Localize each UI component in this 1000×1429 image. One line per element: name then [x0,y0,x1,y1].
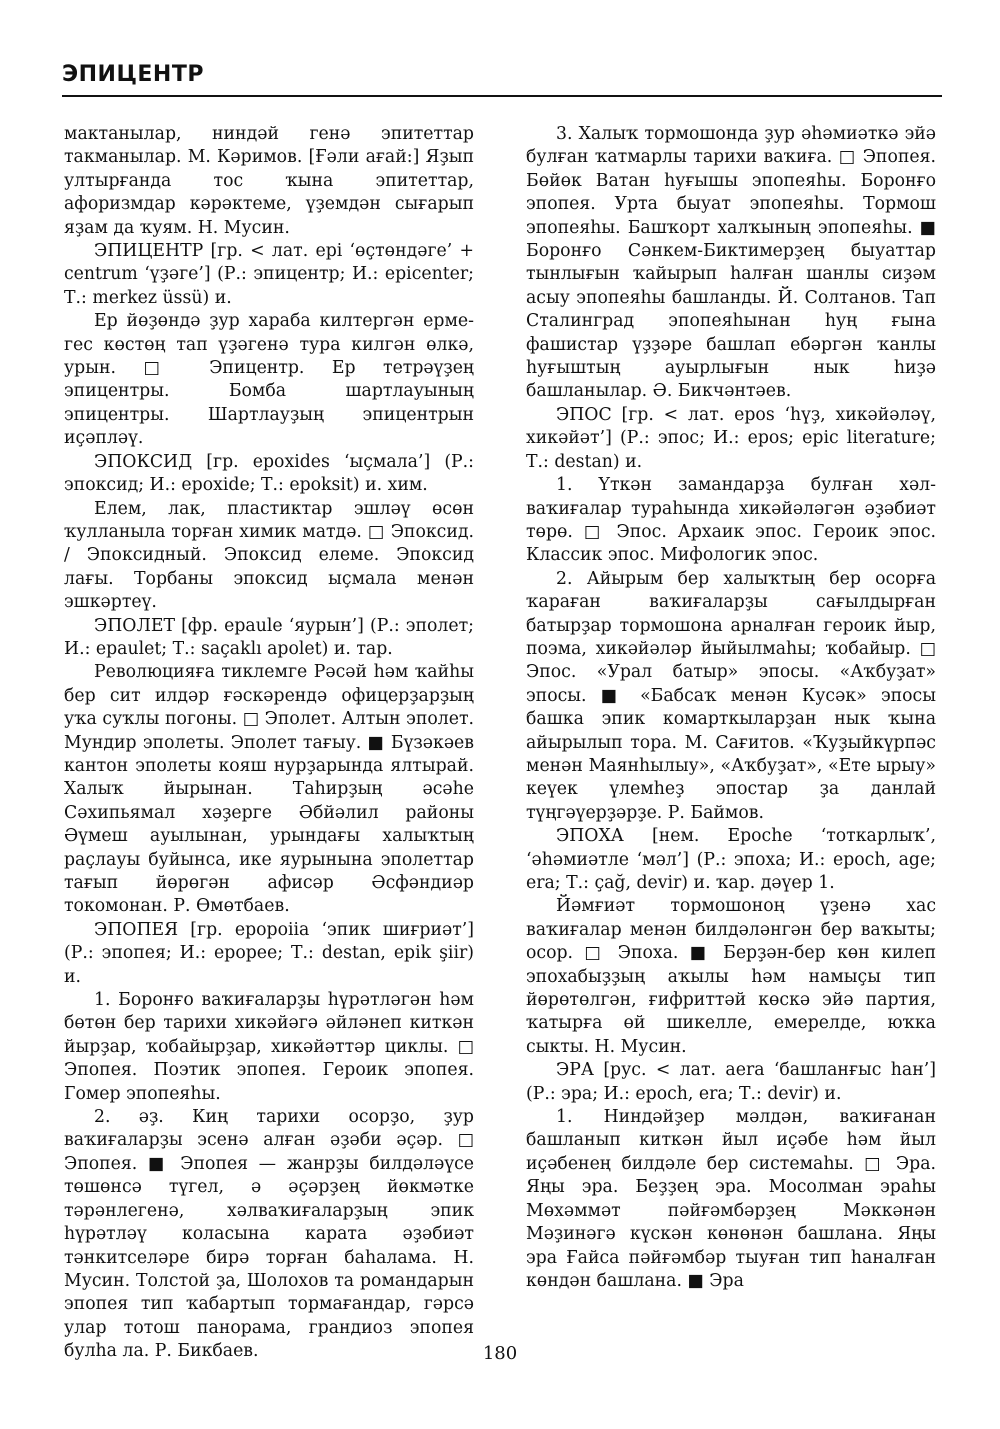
paragraph: Ер йөҙөндә ҙур хараба килтергән ермегес көстөң тап үҙәгенә тура килгән өлкә, урын. □ Эпицентр. Ер тетрәүҙең эпицентры. Бомба шартлауының эпицентры. Шартлауҙың эпицентрын иҫәпләү. [64,311,474,449]
paragraph: мактанылар, ниндәй генә эпитеттар такманылар. М. Кәримов. [Ғәли ағай:] Яҙып ултырғанда тос ҡына эпитеттар, афоризмдар кәрәктеме, үҙемдән сығарып яҙам да ҡуям. Н. Мусин. [64,124,474,238]
paragraph: Йәмғиәт тормошоноң үҙенә хас ваҡиғалар менән билдәләнгән бер ваҡыты; осор. □ Эпоха. ■ Берҙән-бер көн килеп эпохабыҙҙың аҡылы һәм намыҫы тип йөрөтөлгән, ғифриттәй көскә эйә партия, ҡатырға өй шикелле, емерелде, юҡка сыкты. Н. Мусин. [526,896,936,1057]
running-head: ЭПИЦЕНТР [62,62,204,87]
entry-epos: ЭПОС [гр. < лат. epos ‘һүҙ, хикәйәләү, хикәйәт’] (Р.: эпос; И.: epos; epic literature; Т.: destan) и. [526,404,936,472]
paragraph: Революцияға тиклемге Рәсәй һәм ҡайһы бер сит илдәр ғәскәрендә офицерҙарҙың уҡа суҡлы погоны. □ Эполет. Алтын эполет. Мундир эполеты. Эполет тағыу. ■ Бүзәкәев кантон эполеты кояш нурҙарында ялтырай. Халыҡ йырынан. Таһирҙың әсәһе Сәхипьямал хәҙерге Әбйәлил районы Әүмеш ауылынан, урындағы халыҡтың раҫлауы буйынса, ике яурынына эполеттар тағып йөрөгән афисәр Әсфәндиәр токомонан. Р. Өмөтбаев. [64,662,474,917]
entry-era: ЭРА [рус. < лат. aera ‘башланғыс һан’] (Р.: эра; И.: epoch, era; Т.: devir) и. [526,1060,936,1104]
paragraph: 1. Ниндәйҙер мәлдән, ваҡиғанан башланып киткән йыл иҫәбе һәм йыл иҫәбенең билдәле бер системаһы. □ Эра. Яңы эра. Беҙҙең эра. Мосолман эраһы Мөхәммәт пәйғәмбәрҙең Мәккәнән Мәҙинәгә күскән көнөнән башлана. Яңы эра Ғайса пәйғәмбәр тыуған тип һаналған көндән башлана. ■ Эра [526,1107,936,1291]
paragraph: 1. Үткән замандарҙа булған хәл-ваҡиғалар тураһында хикәйәләгән әҙәбиәт төрө. □ Эпос. Архаик эпос. Героик эпос. Классик эпос. Мифологик эпос. [526,475,936,566]
paragraph: 1. Боронғо ваҡиғаларҙы һүрәтләгән һәм бөтөн бер тарихи хикәйәгә әйләнеп киткән йырҙар, ҡобайырҙар, хикәйәттәр циклы. □ Эпопея. Поэтик эпопея. Героик эпопея. Гомер эпопеяһы. [64,990,474,1104]
paragraph: 2. Айырым бер халыҡтың бер осорға ҡараған ваҡиғаларҙы сағылдырған батырҙар тормошона арналған героик йыр, поэма, хикәйәләр йыйылмаһы; ҡобайыр. □ Эпос. «Урал батыр» эпосы. «Аҡбуҙат» эпосы. ■ «Бабсаҡ менән Кусәк» эпосы башка эпик комарткыларҙан нык ҡына айырылып тора. М. Сағитов. «Ҡуҙыйкүрпәс менән Маянһылыу», «Аҡбуҙат», «Ете ырыу» кеүек үлемһеҙ эпостар ҙа данлай түңгәүерҙәрҙе. Р. Баймов. [526,568,936,823]
page-number: 180 [482,1343,518,1364]
paragraph: Елем, лак, пластиктар эшләү өсөн ҡулланыла торған химик матдә. □ Эпоксид. / Эпоксидный. Эпоксид елеме. Эпоксид лағы. Торбаны эпоксид ыҫмала менән эшкәртеү. [64,498,474,613]
entry-epicentr: ЭПИЦЕНТР [гр. < лат. epi ‘өҫтөндәге’ + centrum ‘үҙәге’] (Р.: эпицентр; И.: epicenter; Т.: merkez üssü) и. [64,241,474,308]
paragraph: 3. Халыҡ тормошонда ҙур әһәмиәткә эйә булған ҡатмарлы тарихи ваҡиға. □ Эпопея. Бөйөк Ватан һуғышы эпопеяһы. Боронғо эпопея. Урта быуат эпопеяһы. Тормош эпопеяһы. Башҡорт халҡының эпопеяһы. ■ Боронғо Сәнкем-Биктимерҙең быуаттар тынлығын ҡайырып һалған шанлы сиҙәм асыу эпопеяһы башланды. Й. Солтанов. Тап Сталинград эпопеяһынан һуң ғына фашистар үҙҙәре башлап ебәргән ҡанлы һуғыштың ауырлығын нык һиҙә башланылар. Ә. Бикчәнтәев. [526,124,936,402]
header-rule [62,95,942,97]
right-column [526,123,936,1293]
paragraph: 2. әҙ. Киң тарихи осорҙо, ҙур ваҡиғаларҙы эсенә алған әҙәби әҫәр. □ Эпопея. ■ Эпопея — жанрҙы билдәләүсе төшөнсә түгел, ә әҫәрҙең йөкмәтке тәрәнлегенә, хәлваҡиғаларҙың эпик һүрәтләү колаcына карата әҙәбиәт тәнкитселәре бирә торған баһалама. Н. Мусин. Толстой ҙа, Шолохов та романдарын эпопея тип ҡабартып тормағандар, гәрсә улар тотош панорама, грандиоз эпопея булһа ла. Р. Бикбаев. [64,1107,474,1362]
entry-epolet: ЭПОЛЕТ [фр. epaule ‘яурын’] (Р.: эполет; И.: epaulet; Т.: saçaklı apolet) и. тар. [64,615,474,659]
left-column [64,123,474,1364]
entry-epopeya: ЭПОПЕЯ [гр. epopoiia ‘эпик шиғриәт’] (Р.: эпопея; И.: epopee; Т.: destan, epik şiir) и. [64,919,474,987]
entry-epoha: ЭПОХА [нем. Epoche ‘тоткарлыҡ’, ‘әһәмиәтле ‘мәл’] (Р.: эпоха; И.: epoch, age; era; Т.: çağ, devir) и. ҡар. дәүер 1. [526,826,936,893]
entry-epoksid: ЭПОКСИД [гр. epoxides ‘ыҫмала’] (Р.: эпоксид; И.: epoxide; Т.: epoksit) и. хим. [64,451,474,496]
